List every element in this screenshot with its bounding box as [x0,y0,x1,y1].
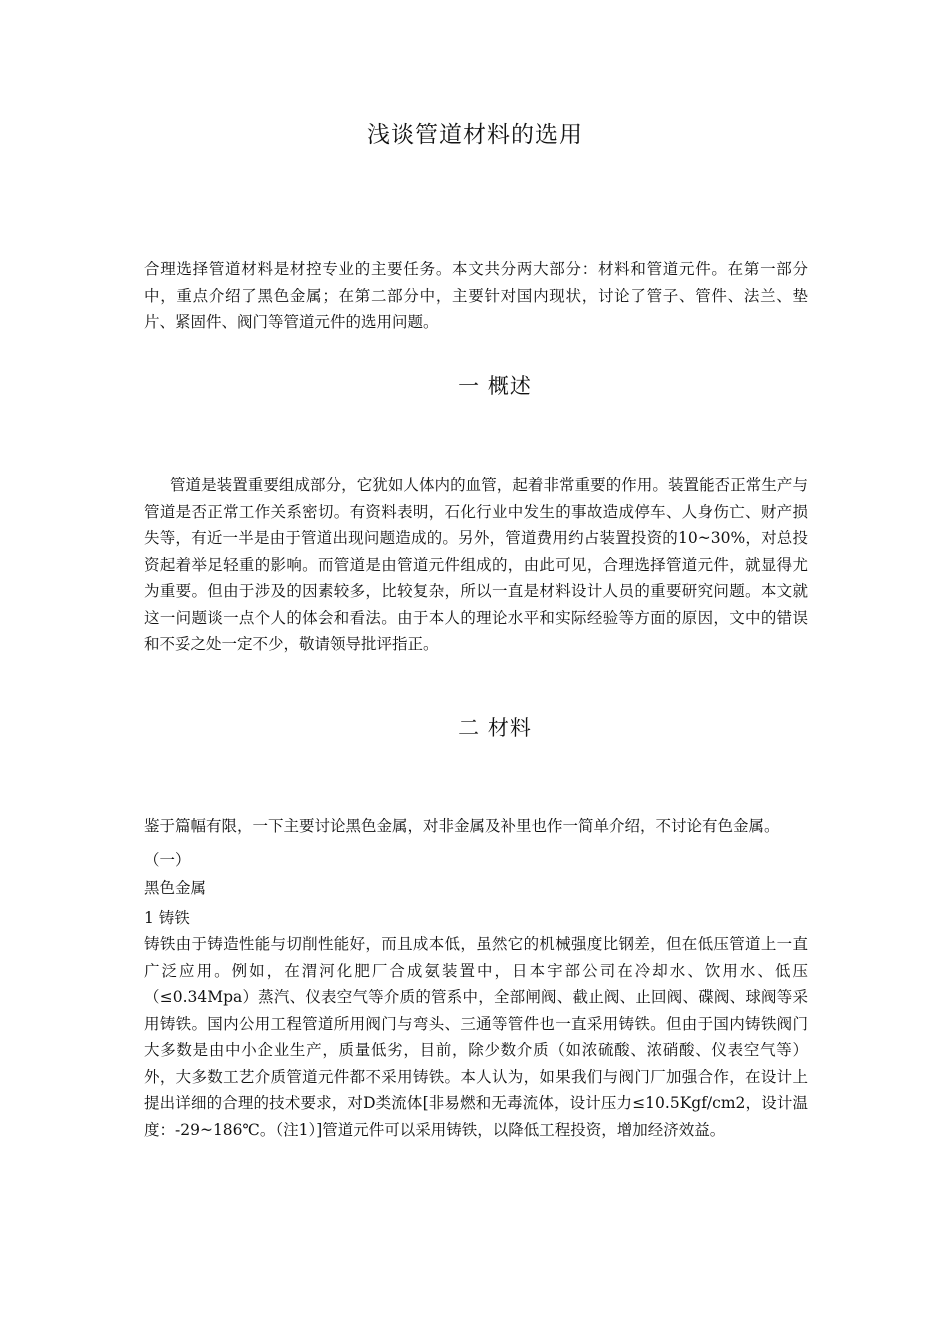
subsection-title: 黑色金属 [144,879,207,897]
cast-iron-paragraph: 铸铁由于铸造性能与切削性能好，而且成本低，虽然它的机械强度比钢差，但在低压管道上一直广泛应用。例如，在渭河化肥厂合成氨装置中，日本宇部公司在冷却水、饮用水、低压（≤0.34Mpa）蒸汽、仪表空气等介质的管系中，全部闸阀、截止阀、止回阀、碟阀、球阀等采用铸铁。国内公用工程管道所用阀门与弯头、三通等管件也一直采用铸铁。但由于国内铸铁阀门大多数是由中小企业生产，质量低劣，目前，除少数介质（如浓硫酸、浓硝酸、仪表空气等）外，大多数工艺介质管道元件都不采用铸铁。本人认为，如果我们与阀门厂加强合作，在设计上提出详细的合理的技术要求，对D类流体[非易燃和无毒流体，设计压力≤10.5Kgf/cm2，设计温度：-29~186℃。（注1）]管道元件可以采用铸铁，以降低工程投资，增加经济效益。 [144,935,808,1139]
abstract-paragraph: 合理选择管道材料是材控专业的主要任务。本文共分两大部分：材料和管道元件。在第一部分中，重点介绍了黑色金属；在第二部分中，主要针对国内现状，讨论了管子、管件、法兰、垫片、紧固件、阀门等管道元件的选用问题。 [144,260,808,331]
section-heading-materials: 二 材料 [458,716,532,740]
overview-paragraph: 管道是装置重要组成部分，它犹如人体内的血管，起着非常重要的作用。装置能否正常生产与管道是否正常工作关系密切。有资料表明，石化行业中发生的事故造成停车、人身伤亡、财产损失等，有近一半是由于管道出现问题造成的。另外，管道费用约占装置投资的10~30%，对总投资起着举足轻重的影响。而管道是由管道元件组成的，由此可见，合理选择管道元件，就显得尤为重要。但由于涉及的因素较多，比较复杂，所以一直是材料设计人员的重要研究问题。本文就这一问题谈一点个人的体会和看法。由于本人的理论水平和实际经验等方面的原因，文中的错误和不妥之处一定不少，敬请领导批评指正。 [144,476,808,653]
document-title: 浅谈管道材料的选用 [367,122,583,148]
item-title-cast-iron: 1 铸铁 [144,909,190,927]
subsection-marker: （一） [144,851,191,869]
materials-intro-paragraph: 鉴于篇幅有限，一下主要讨论黑色金属，对非金属及补里也作一简单介绍，不讨论有色金属。 [144,817,780,835]
section-heading-overview: 一 概述 [458,374,532,398]
